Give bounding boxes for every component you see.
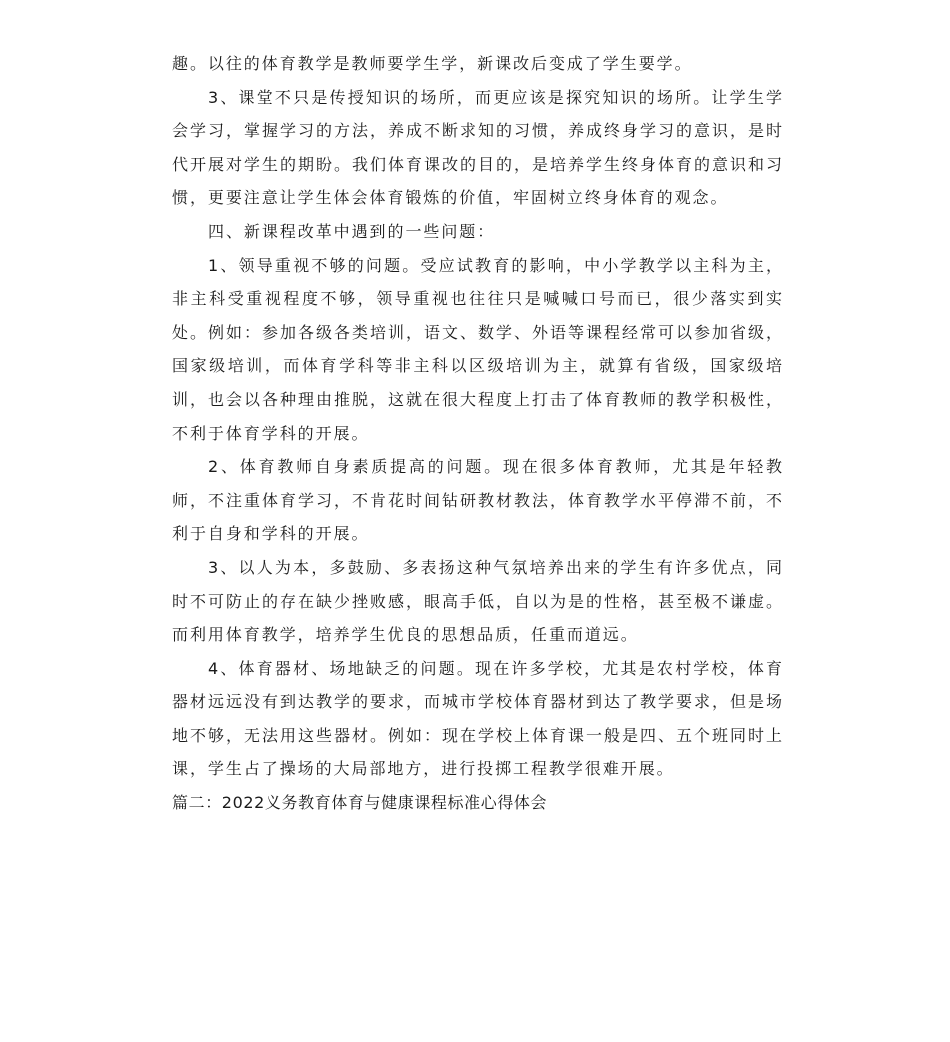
paragraph-problem-4-equipment: 4、体育器材、场地缺乏的问题。现在许多学校，尤其是农村学校，体育器材远远没有到达教学的要求，而城市学校体育器材到达了教学要求，但是场地不够，无法用这些器材。例如：现在学校上体育课一般是四、五个班同时上课，学生占了操场的大局部地方，进行投掷工程教学很难开展。 [172, 658, 784, 779]
section-heading-part-two: 篇二：2022义务教育体育与健康课程标准心得体会 [172, 793, 548, 813]
paragraph-problem-1-leadership: 1、领导重视不够的问题。受应试教育的影响，中小学教学以主科为主，非主科受重视程度不够，领导重视也往往只是喊喊口号而已，很少落实到实处。例如：参加各级各类培训，语文、数学、外语等课程经常可以参加省级，国家级培训，而体育学科等非主科以区级培训为主，就算有省级，国家级培训，也会以各种理由推脱，这就在很大程度上打击了体育教师的教学积极性，不利于体育学科的开展。 [172, 255, 784, 443]
paragraph-problem-3-people-oriented: 3、以人为本，多鼓励、多表扬这种气氛培养出来的学生有许多优点，同时不可防止的存在缺少挫败感，眼高手低，自以为是的性格，甚至极不谦虚。而利用体育教学，培养学生优良的思想品质，任重而道远。 [172, 557, 784, 645]
document-body [172, 47, 784, 820]
paragraph-problem-2-teacher-quality: 2、体育教师自身素质提高的问题。现在很多体育教师，尤其是年轻教师，不注重体育学习，不肯花时间钻研教材教法，体育教学水平停滞不前，不利于自身和学科的开展。 [172, 457, 784, 544]
paragraph-heading-problems: 四、新课程改革中遇到的一些问题： [208, 221, 496, 241]
paragraph-continuation: 趣。以往的体育教学是教师要学生学，新课改后变成了学生要学。 [172, 54, 693, 73]
paragraph-point-3-classroom: 3、课堂不只是传授知识的场所，而更应该是探究知识的场所。让学生学会学习，掌握学习的方法，养成不断求知的习惯，养成终身学习的意识，是时代开展对学生的期盼。我们体育课改的目的，是培养学生终身体育的意识和习惯，更要注意让学生体会体育锻炼的价值，牢固树立终身体育的观念。 [172, 87, 784, 208]
